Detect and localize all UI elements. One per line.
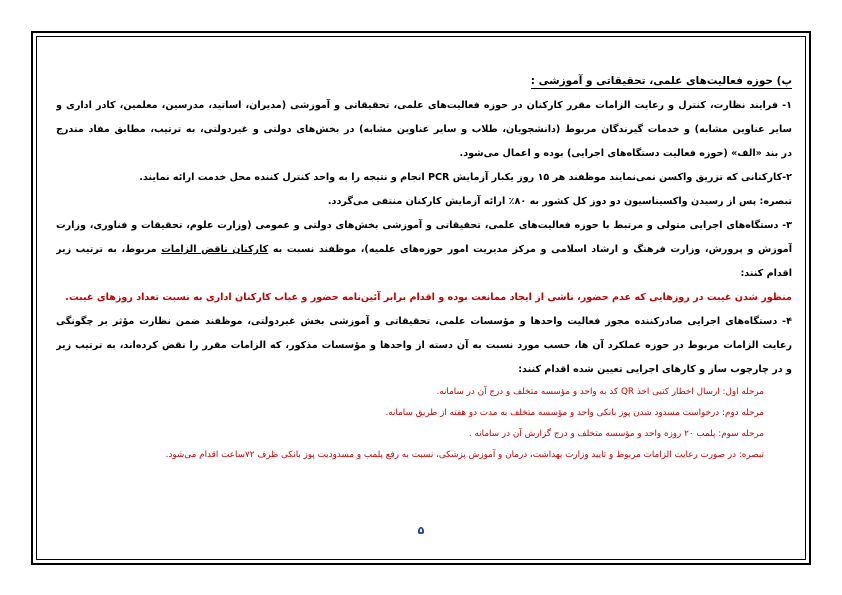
stage-2: مرحله دوم: درخواست مسدود شدن پوز بانکی واحد و مؤسسه متخلف به مدت دو هفته از طریق سامانه. (385, 408, 764, 418)
item2-note: تبصره: پس از رسیدن واکسیناسیون دو دوز کل کشور به ۸۰٪ ارائه آزمایش کارکنان منتفی می‌گردد. (327, 196, 792, 207)
item2-line1: ۲-کارکنانی که تزریق واکسن نمی‌نمایند موظفند هر ۱۵ روز یکبار آزمایش PCR انجام و نتیجه را به واحد کنترل کننده محل خدمت ارائه نمایند. (139, 172, 792, 183)
item3-line3: اقدام کنند: (740, 268, 792, 279)
underlined-phrase: کارکنان ناقض الزامات (161, 244, 269, 255)
item1-line1: ۱- فرایند نظارت، کنترل و رعایت الزامات مقرر کارکنان در حوزه فعالیت‌های علمی، تحقیقاتی و آموزشی (مدیران، اساتید، مدرسین، معلمین، کادر اداری و (56, 100, 792, 111)
stage-3: مرحله سوم: پلمب ۲۰ روزه واحد و مؤسسه متخلف و درج گزارش آن در سامانه . (468, 429, 764, 439)
item4-line3: و در چارچوب ساز و کارهای اجرایی تعیین شده اقدام کنند: (518, 364, 792, 375)
item1-line2: سایر عناوین مشابه) و خدمات گیرندگان مربوط (دانشجویان، طلاب و سایر عناوین مشابه) در بخش‌های دولتی و غیردولتی، به ترتیب، مطابق مفاد مندرج (56, 124, 792, 135)
item4-line2: رعایت الزامات مربوط در حوزه عملکرد آن ها، حسب مورد نسبت به آن دسته از واحدها و مؤسسات مذکور، که الزامات مقرر را نقض کرده‌اند، به ترتیب زیر (56, 340, 792, 351)
document-body (56, 68, 792, 466)
item1-line3: در بند «الف» (حوزه فعالیت دستگاه‌های اجرایی) بوده و اعمال می‌شود. (459, 148, 792, 159)
stage-note: تبصره: در صورت رعایت الزامات مربوط و تایید وزارت بهداشت، درمان و آموزش پزشکی، نسبت به رفع پلمب و مسدودیت پوز بانکی ظرف ۷۲ساعت اقدام می‌شود. (165, 450, 764, 460)
section-heading: پ) حوزه فعالیت‌های علمی، تحقیقاتی و آموزشی : (530, 75, 792, 87)
absence-note: منظور شدن غیبت در روزهایی که عدم حضور، ناشی از ایجاد ممانعت بوده و اقدام برابر آئین‌نامه حضور و غیاب کارکنان اداری به نسبت تعداد روزهای غیبت. (65, 292, 792, 303)
page-number: ۵ (417, 524, 425, 537)
stage-1: مرحله اول: ارسال اخطار کتبی اخذ QR کد به واحد و مؤسسه متخلف و درج آن در سامانه. (436, 387, 764, 397)
item3-line2: آموزش و پرورش، وزارت فرهنگ و ارشاد اسلامی و مرکز مدیریت امور حوزه‌های علمیه)، موظفند نسبت به کارکنان ناقض الزامات مربوط، به ترتیب زیر (56, 244, 792, 255)
item4-line1: ۴- دستگاه‌های اجرایی صادرکننده مجوز فعالیت واحدها و مؤسسات علمی، تحقیقاتی و آموزشی بخش غیردولتی، موظفند ضمن نظارت مؤثر بر چگونگی (56, 316, 792, 327)
item3-line1: ۳- دستگاه‌های اجرایی متولی و مرتبط با حوزه فعالیت‌های علمی، تحقیقاتی و آموزشی بخش‌های دولتی و عمومی (وزارت علوم، تحقیقات و فناوری، وزارت (56, 220, 792, 231)
